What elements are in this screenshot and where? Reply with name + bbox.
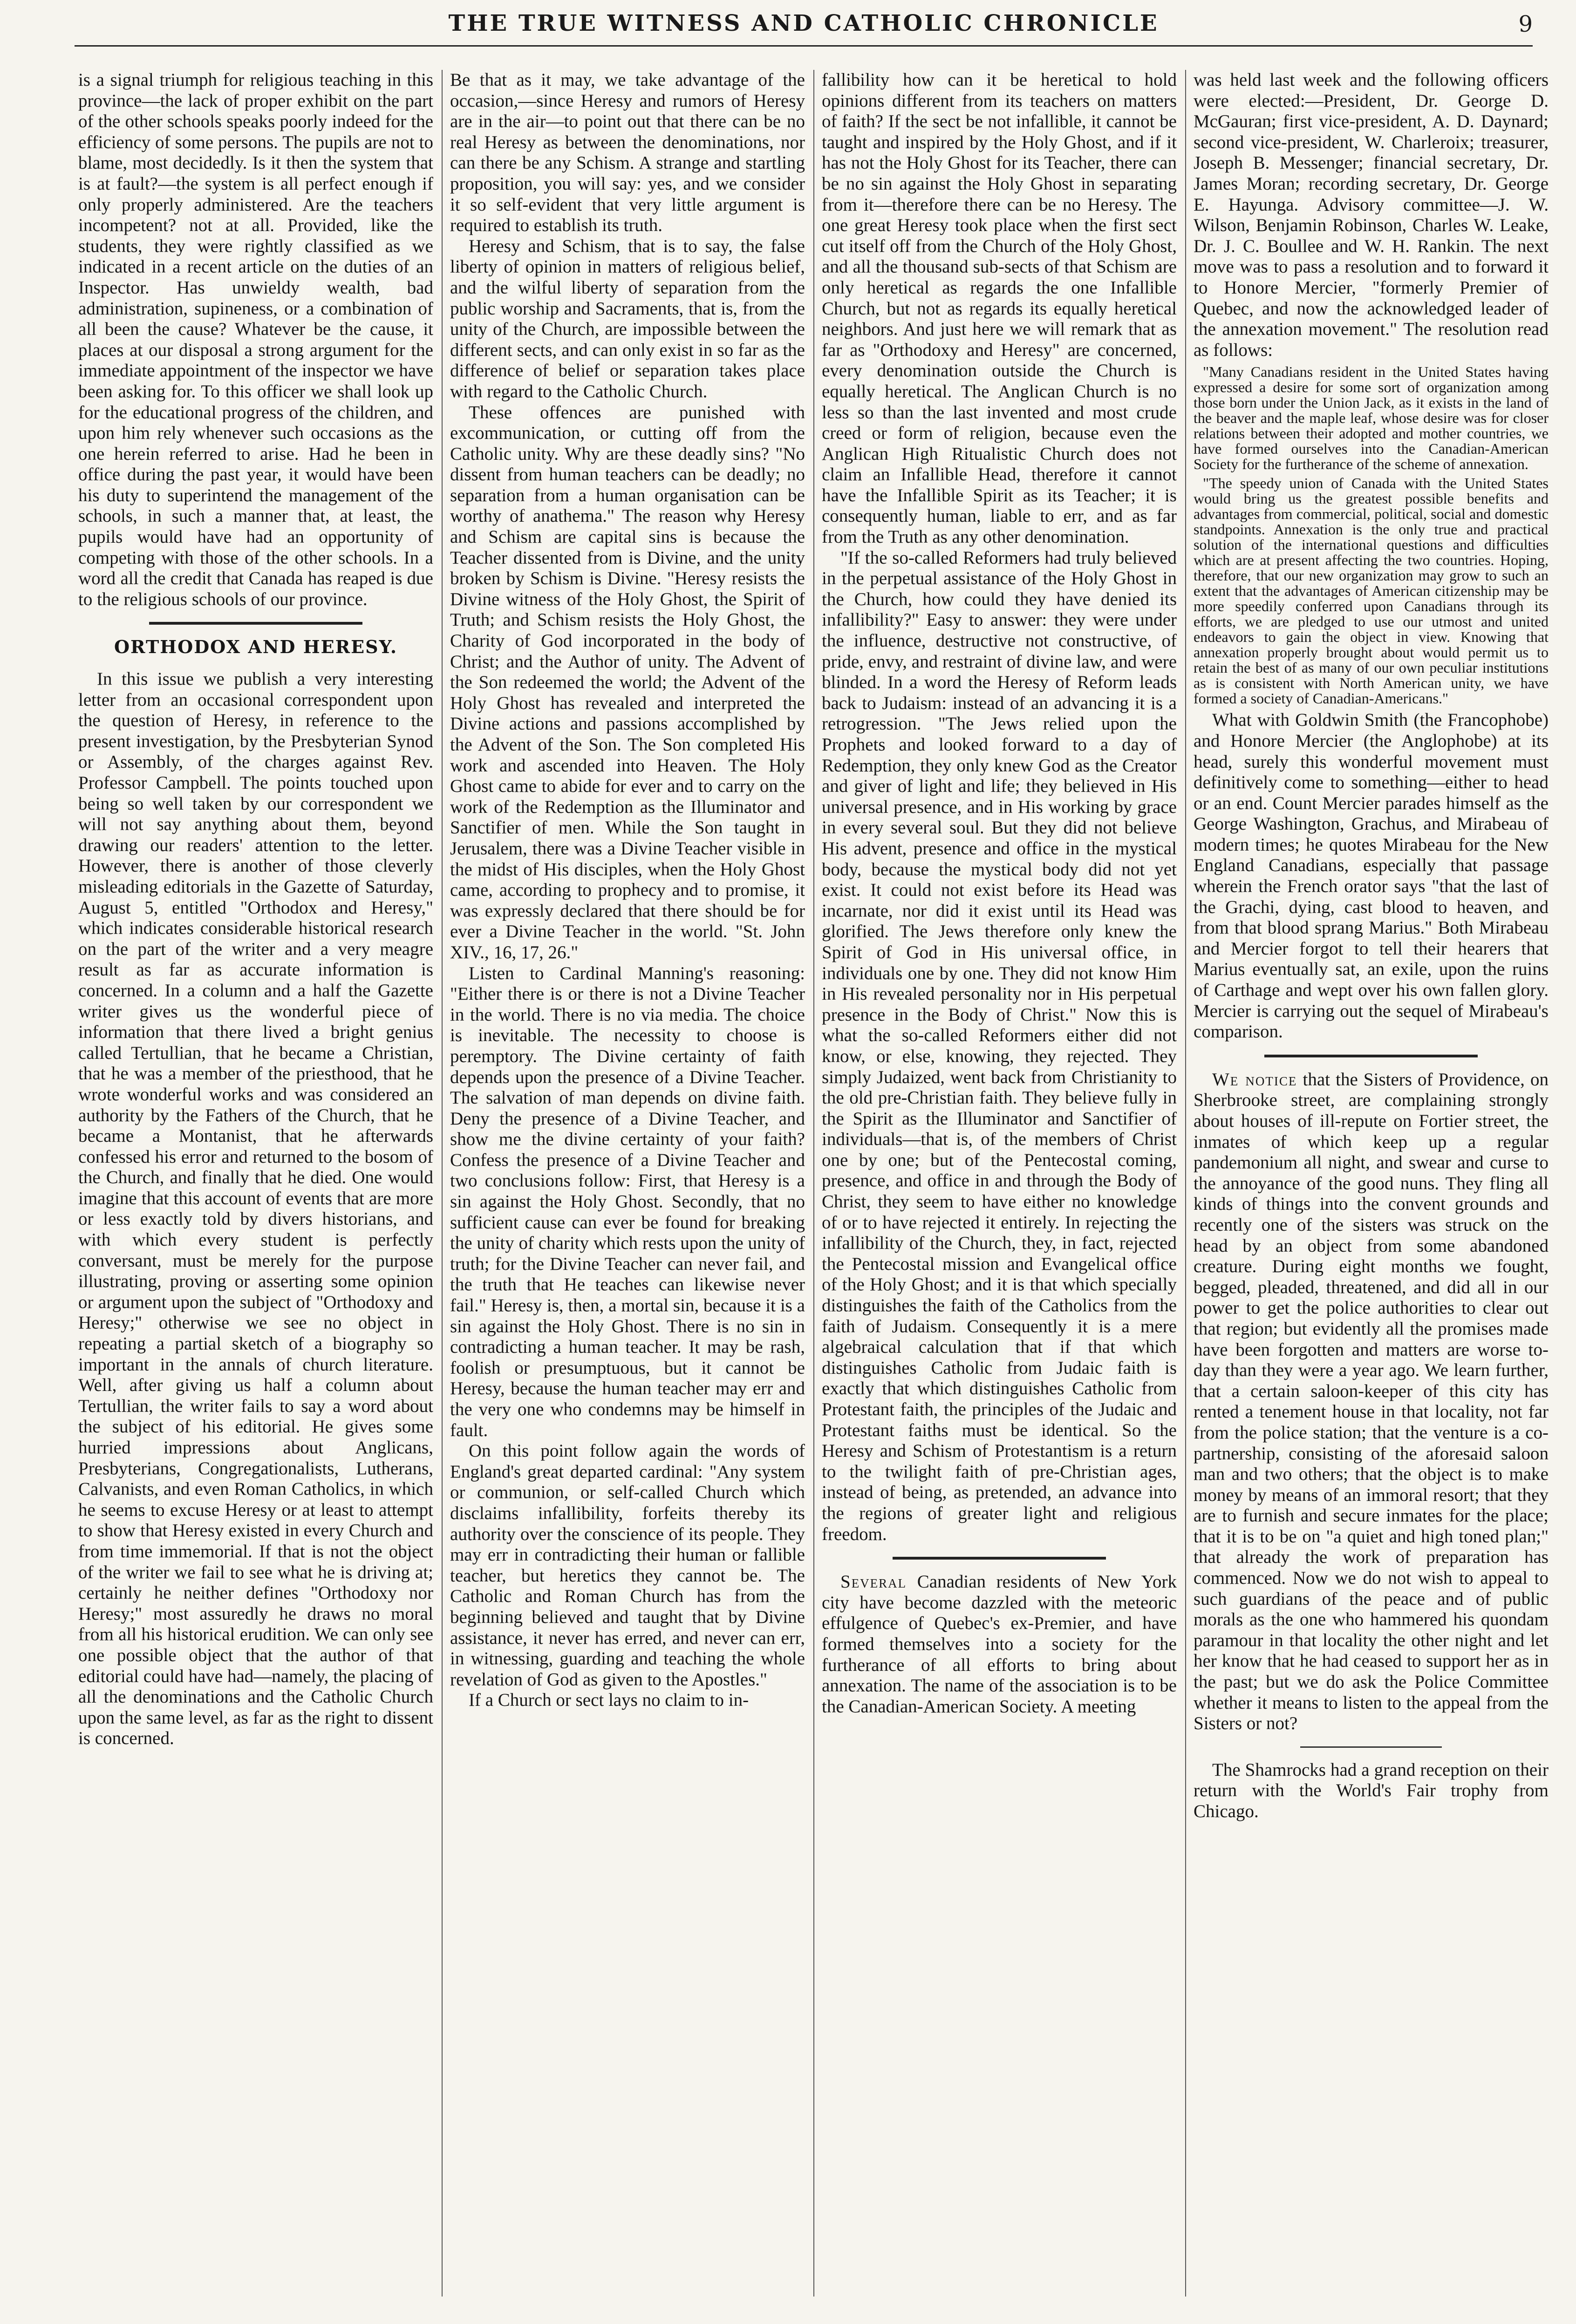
article-paragraph: fallibility how can it be heretical to hold opinions different from its teachers on matters of faith? If the sect be not infallible, it cannot be taught and inspired by the Holy Ghost, and if it has not the Holy Ghost for its Teacher, there can be no sin against the Holy Ghost in separating from it—therefore there can be no Heresy. The one great Heresy took place when the first sect cut itself off from the Church of the Holy Ghost, and all the thousand sub-sects of that Schism are only heretical as regards the one Infallible Church, but not as regards its equally heretical neighbors. And just here we will remark that as far as "Orthodoxy and Heresy" are concerned, every denomination outside the Church is equally heretical. The Anglican Church is no less so than the last invented and most crude creed or form of religion, because even the Anglican High Ritualistic Church does not claim an Infallible Head, therefore it cannot have the Infallible Spirit as its Teacher; it is consequently human, liable to err, and as far from the Truth as any other denomination. (822, 70, 1177, 547)
paragraph-text: that the Sisters of Providence, on Sherbrooke street, are complaining strongly about houses of ill-repute on Fortier street, the inmates of which keep up a regular pandemonium all night, and swear and curse to the annoyance of the good nuns. They fling all kinds of things into the convent grounds and recently one of the sisters was struck on the head by an object from some abandoned creature. During eight months we fought, begged, pleaded, threatened, and did all in our power to get the police authorities to clear out that region; but evidently all the promises made have been forgotten and matters are worse to-day than they were a year ago. We learn further, that a certain saloon-keeper of this city has rented a tenement house in that locality, not far from the police station; that the venture is a co-partnership, consisting of the aforesaid saloon man and two others; that the object is to make money by means of an immoral resort; that they are to furnish and secure inmates for the place; that it is to be on "a quiet and high toned plan;" that already the work of preparation has commenced. Now we do not wish to appeal to such guardians of the peace and of public morals as the one who hammered his quondam paramour in that locality the other night and let her know that he had ceased to support her as in the past; but we do ask the Police Committee whether it means to listen to the appeal from the Sisters or not? (1194, 1069, 1549, 1734)
article-paragraph: On this point follow again the words of England's great departed cardinal: "Any system or communion, or self-called Church which disclaims infallibility, forfeits thereby its authority over the conscience of its people. They may err in contradicting their human or fallible teacher, but heretics they cannot be. The Catholic and Roman Church has from the beginning believed and taught that by Divine assistance, it never has erred, and never can err, in witnessing, guarding and teaching the whole revelation of God as given to the Apostles." (450, 1441, 805, 1690)
article-paragraph: If a Church or sect lays no claim to in- (469, 1690, 749, 1711)
masthead-rule (75, 45, 1533, 47)
lead-in-words: We notice (1212, 1069, 1297, 1090)
article-paragraph: was held last week and the following officers were elected:—President, Dr. George D. McGauran; first vice-president, A. D. Daynard; second vice-president, W. Charleroix; treasurer, Joseph B. Messenger; financial secretary, Dr. James Moran; recording secretary, Dr. George E. Hayunga. Advisory committee—J. W. Wilson, Benjamin Robinson, Charles W. Leake, Dr. J. C. Boullee and W. H. Rankin. The next move was to pass a resolution and to forward it to Honore Mercier, "formerly Premier of Quebec, and now the acknowledged leader of the annexation movement." The resolution read as follows: (1194, 70, 1549, 360)
column-rule (1185, 70, 1186, 2297)
article-paragraph: In this issue we publish a very interesting letter from an occasional correspondent upon the question of Heresy, in reference to the present investigation, by the Presbyterian Synod or Assembly, of the charges against Rev. Professor Campbell. The points touched upon being so well taken by our correspondent we will not say anything about them, beyond drawing our readers' attention to the letter. However, there is another of those cleverly misleading editorials in the Gazette of Saturday, August 5, entitled "Orthodox and Heresy," which indicates considerable historical research on the part of the writer and a very meagre result as far as accurate information is concerned. In a column and a half the Gazette writer gives us the wonderful piece of information that there lived a bright genius called Tertullian, that he became a Christian, that he was a member of the priesthood, that he wrote wonderful works and was considered an authority by the Fathers of the Church, that he became a Montanist, that he afterwards confessed his error and returned to the bosom of the Church, and finally that he died. One would imagine that this account of events that are more or less exactly told by divers historians, and with which every student is perfectly conversant, must be merely for the purpose illustrating, proving or asserting some opinion or argument upon the subject of "Orthodoxy and Heresy;" otherwise we see no object in repeating a partial sketch of a biography so important in the annals of church literature. Well, after giving us half a column about Tertullian, the writer fails to say a word about the subject of his editorial. He gives some hurried impressions about Anglicans, Presbyterians, Congregationalists, Lutherans, Calvanists, and even Roman Catholics, in which he seems to excuse Heresy or at least to attempt to show that Heresy existed in every Church and from time immemorial. If that is not the object of the writer we fail to see what he is driving at; certainly he neither defines "Orthodoxy nor Heresy;" most assuredly he draws no moral from all his historical erudition. We can only see one possible object that the author of that editorial could have had—namely, the placing of all the denominations and the Catholic Church upon the same level, as far as the right to dissent is concerned. (78, 669, 433, 1749)
resolution-quote: "Many Canadians resident in the United States having expressed a desire for some sort of organization among those born under the Union Jack, as it exists in the land of the beaver and the maple leaf, whose desire was for closer relations between their adopted and mother countries, we have formed ourselves into the Canadian-American Society for the furtherance of the scheme of annexation. (1194, 363, 1549, 473)
masthead-title: THE TRUE WITNESS AND CATHOLIC CHRONICLE (448, 10, 1159, 36)
article-paragraph: What with Goldwin Smith (the Francophobe) and Honore Mercier (the Anglophobe) at its head, surely this wonderful movement must definitively come to something—either to head or an end. Count Mercier parades himself as the George Washington, Grachus, and Mirabeau of modern times; he quotes Mirabeau for the New England Canadians, especially that passage wherein the French orator says "that the last of the Grachi, dying, cast blood to heaven, and from that blood sprang Marius." Both Mirabeau and Mercier forgot to tell their hearers that Marius eventually sat, an exile, upon the ruins of Carthage and wept over his own fallen glory. Mercier is carrying out the sequel of Mirabeau's comparison. (1194, 710, 1549, 1042)
article-separator (1264, 1055, 1477, 1057)
article-paragraph: Be that as it may, we take advantage of the occasion,—since Heresy and rumors of Heresy are in the air—to point out that there can be no real Heresy as between the denominations, nor can there be any Schism. A strange and startling proposition, you will say: yes, and we consider it so self-evident that very little argument is required to establish its truth. (450, 70, 805, 236)
column-3 (822, 70, 1177, 2310)
column-rule (813, 70, 814, 2297)
article-heading: ORTHODOX AND HERESY. (114, 636, 398, 658)
article-separator (149, 622, 362, 625)
resolution-quote: "The speedy union of Canada with the United States would bring us the greatest possible benefits and advantages from commercial, political, social and domestic standpoints. Annexation is the only true and practical solution of the international questions and difficulties which are at present affecting the two countries. Hoping, therefore, that our new organization may grow to such an extent that the advantages of American citizenship may be more speedily conferred upon Canadians through its efforts, we are pledged to use our utmost and united endeavors to gain the object in view. Knowing that annexation properly brought about would permit us to retain the best of as many of our own peculiar institutions as is consistent with North American unity, we have formed a society of Canadian-Americans." (1194, 475, 1549, 707)
article-continuation-paragraph: is a signal triumph for religious teaching in this province—the lack of proper exhibit on the part of the other schools speaks poorly indeed for the efficiency of some persons. The pupils are not to blame, most decidedly. Is it then the system that is at fault?—the system is all perfect enough if only properly administered. Are the teachers incompetent? not at all. Provided, like the students, they were rightly classified as we indicated in a recent article on the duties of an Inspector. Has unwieldy wealth, bad administration, supineness, or a combination of all been the cause? Whatever be the cause, it places at our disposal a strong argument for the immediate appointment of the inspector we have been asking for. To this officer we shall look up for the educational progress of the children, and upon him rely whenever such occasions as the one herein referred to arise. Had he been in office during the past year, it would have been his duty to superintend the management of the schools, in such a manner that, at least, the pupils would have had an opportunity of competing with those of the other schools. In a word all the credit that Canada has reaped is due to the religious schools of our province. (78, 70, 433, 609)
page-number: 9 (1518, 11, 1533, 37)
column-4 (1194, 70, 1549, 2310)
article-separator (893, 1557, 1105, 1560)
article-paragraph: Heresy and Schism, that is to say, the false liberty of opinion in matters of religious belief, and the wilful liberty of separation from the public worship and Sacraments, that is, from the unity of the Church, are impossible between the different sects, and can only exist in so far as the difference of belief or separation takes place with regard to the Catholic Church. (450, 236, 805, 402)
column-1 (78, 70, 433, 2310)
paragraph-text: Canadian residents of New York city have become dazzled with the meteoric effulgence of Quebec's ex-Premier, and have formed themselves into a society for the furtherance of all efforts to bring about annexation. The name of the association is to be the Canadian-American Society. A meeting (822, 1572, 1177, 1717)
article-separator (1300, 1746, 1442, 1748)
column-2 (450, 70, 805, 2310)
article-paragraph: The Shamrocks had a grand reception on their return with the World's Fair trophy from Chicago. (1194, 1759, 1549, 1821)
article-paragraph (1194, 1070, 1549, 1734)
article-paragraph: Listen to Cardinal Manning's reasoning: "Either there is or there is not a Divine Teacher in the world. There is no via media. The choice is inevitable. The necessity to choose is peremptory. The Divine certainty of faith depends upon the presence of a Divine Teacher. The salvation of man depends on divine faith. Deny the presence of a Divine Teacher, and show me the divine certainty of your faith? Confess the presence of a Divine Teacher and two conclusions follow: First, that Heresy is a sin against the Holy Ghost. Secondly, that no sufficient cause can ever be found for breaking the unity of charity which rests upon the unity of truth; for the Divine Teacher can never fail, and the truth that He teaches can likewise never fail." Heresy is, then, a mortal sin, because it is a sin against the Holy Ghost. There is no sin in contradicting a human teacher. It may be rash, foolish or presumptuous, but it cannot be Heresy, because the human teacher may err and the very one who condemns may be himself in fault. (450, 963, 805, 1440)
lead-in-words: Several (840, 1572, 907, 1592)
article-paragraph: These offences are punished with excommunication, or cutting off from the Catholic unity. Why are these deadly sins? "No dissent from human teachers can be deadly; no separation from a human organisation can be worthy of anathema." The reason why Heresy and Schism are capital sins is because the Teacher dissented from is Divine, and the unity broken by Schism is Divine. "Heresy resists the Divine witness of the Holy Ghost, the Spirit of Truth; and Schism resists the Holy Ghost, the Charity of God incorporated in the body of Christ; and the Author of unity. The Advent of the Son redeemed the world; the Advent of the Holy Ghost has revealed and interpreted the Divine actions and passions accomplished by the Advent of the Son. The Son completed His work and ascended into Heaven. The Holy Ghost came to abide for ever and to carry on the work of the Redemption as the Illuminator and Sanctifier of men. While the Son taught in Jerusalem, there was a Divine Teacher visible in the midst of His disciples, when the Holy Ghost came, according to prophecy and to promise, it was expressly declared that there should be for ever a Divine Teacher in the world. "St. John XIV., 16, 17, 26." (450, 402, 805, 962)
article-paragraph: "If the so-called Reformers had truly believed in the perpetual assistance of the Holy Ghost in the Church, how could they have denied its infallibility?" Easy to answer: they were under the influence, destructive not constructive, of pride, envy, and restraint of divine law, and were blinded. In a word the Heresy of Reform leads back to Judaism: instead of an advancing it is a retrogression. "The Jews relied upon the Prophets and looked forward to a day of Redemption, they only knew God as the Creator and giver of light and life; they believed in His universal presence, and in His working by grace in every several soul. But they did not believe His advent, presence and office in the mystical body, because the mystical body did not yet exist. It could not exist before its Head was incarnate, nor did it exist until its Head was glorified. The Jews therefore only knew the Spirit of God in His universal office, in individuals one by one. They did not know Him in His revealed personality nor in His perpetual presence in the Body of Christ." Now this is what the so-called Reformers either did not know, or else, knowing, they rejected. They simply Judaized, went back from Christianity to the old pre-Christian faith. They believe fully in the Spirit as the Illuminator and Sanctifier of individuals—that is, of the members of Christ one by one; but of the Pentecostal coming, presence, and office in and through the Body of Christ, they seem to have either no knowledge of or to have rejected it entirely. In rejecting the infallibility of the Church, they, in fact, rejected the Pentecostal mission and Evangelical office of the Holy Ghost; and it is that which specially distinguishes the faith of the Catholics from the faith of Judaism. Consequently it is a mere algebraical calculation that if that which distinguishes Catholic from Judaic faith is exactly that which distinguishes Catholic from Protestant faith, the principles of the Judaic and Protestant faiths must be identical. So the Heresy and Schism of Protestantism is a return to the twilight faith of pre-Christian ages, instead of being, as pretended, an advance into the regions of greater light and religious freedom. (822, 547, 1177, 1544)
masthead (75, 6, 1533, 66)
column-rule (442, 70, 443, 2297)
article-paragraph (822, 1572, 1177, 1717)
